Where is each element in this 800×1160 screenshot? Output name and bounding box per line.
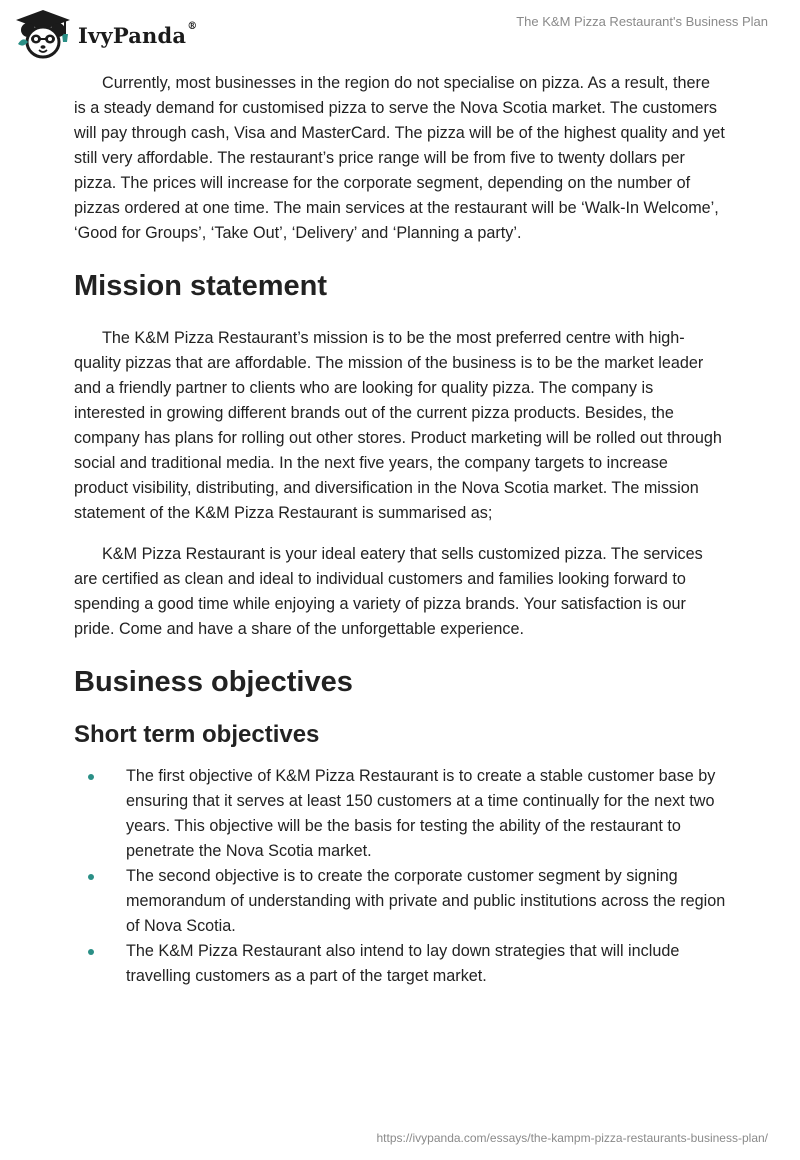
mission-summary-paragraph: K&M Pizza Restaurant is your ideal eatery that sells customized pizza. The services are certified as clean and ideal to individual customers and families looking forward to spending a good time while enjoying a variety of pizza brands. Your satisfaction is our pride. Come and have a share of the unforgettable experience. (74, 545, 703, 638)
short-term-objectives-list (74, 764, 726, 989)
panda-graduate-icon (14, 8, 72, 60)
brand-name-text: IvyPanda (78, 22, 187, 48)
business-objectives-heading: Business objectives (74, 666, 353, 698)
intro-paragraph: Currently, most businesses in the region do not specialise on pizza. As a result, there is a steady demand for customised pizza to serve the Nova Scotia market. The customers will pay through cash, Visa and MasterCard. The pizza will be of the highest quality and yet still very affordable. The restaurant’s price range will be from five to twenty dollars per pizza. The prices will increase for the corporate segment, depending on the number of pizzas ordered at one time. The main services at the restaurant will be ‘Walk-In Welcome’, ‘Good for Groups’, ‘Take Out’, ‘Delivery’ and ‘Planning a party’. (74, 74, 725, 242)
page-header (0, 0, 800, 70)
bullet-icon (88, 774, 94, 780)
mission-statement-heading: Mission statement (74, 270, 327, 302)
list-item (74, 939, 726, 989)
registered-mark: ® (187, 20, 198, 32)
mission-paragraph: The K&M Pizza Restaurant’s mission is to be the most preferred centre with high-quality pizzas that are affordable. The mission of the business is to be the market leader and a friendly partner to clients who are looking for quality pizza. The company is interested in growing different brands out of the current pizza products. Besides, the company has plans for rolling out other stores. Product marketing will be rolled out through social and traditional media. In the next five years, the company targets to increase product visibility, distributing, and diversification in the Nova Scotia market. The mission statement of the K&M Pizza Restaurant is summarised as; (74, 329, 722, 522)
list-item (74, 764, 726, 864)
article-body (74, 70, 726, 989)
list-item-text: The first objective of K&M Pizza Restaurant is to create a stable customer base by ensuring that it serves at least 150 customers at a time continually for the next two years. This objective will be the basis for testing the ability of the restaurant to penetrate the Nova Scotia market. (126, 767, 716, 860)
short-term-objectives-heading: Short term objectives (74, 721, 320, 748)
list-item (74, 864, 726, 939)
document-title: The K&M Pizza Restaurant's Business Plan (516, 14, 768, 29)
list-item-text: The K&M Pizza Restaurant also intend to lay down strategies that will include travelling customers as a part of the target market. (126, 942, 680, 985)
bullet-icon (88, 874, 94, 880)
ivypanda-logo[interactable] (14, 8, 197, 60)
bullet-icon (88, 949, 94, 955)
source-url-link[interactable]: https://ivypanda.com/essays/the-kampm-pizza-restaurants-business-plan/ (376, 1131, 768, 1145)
list-item-text: The second objective is to create the corporate customer segment by signing memorandum of understanding with private and public institutions across the region of Nova Scotia. (126, 867, 726, 935)
brand-name (78, 20, 198, 48)
